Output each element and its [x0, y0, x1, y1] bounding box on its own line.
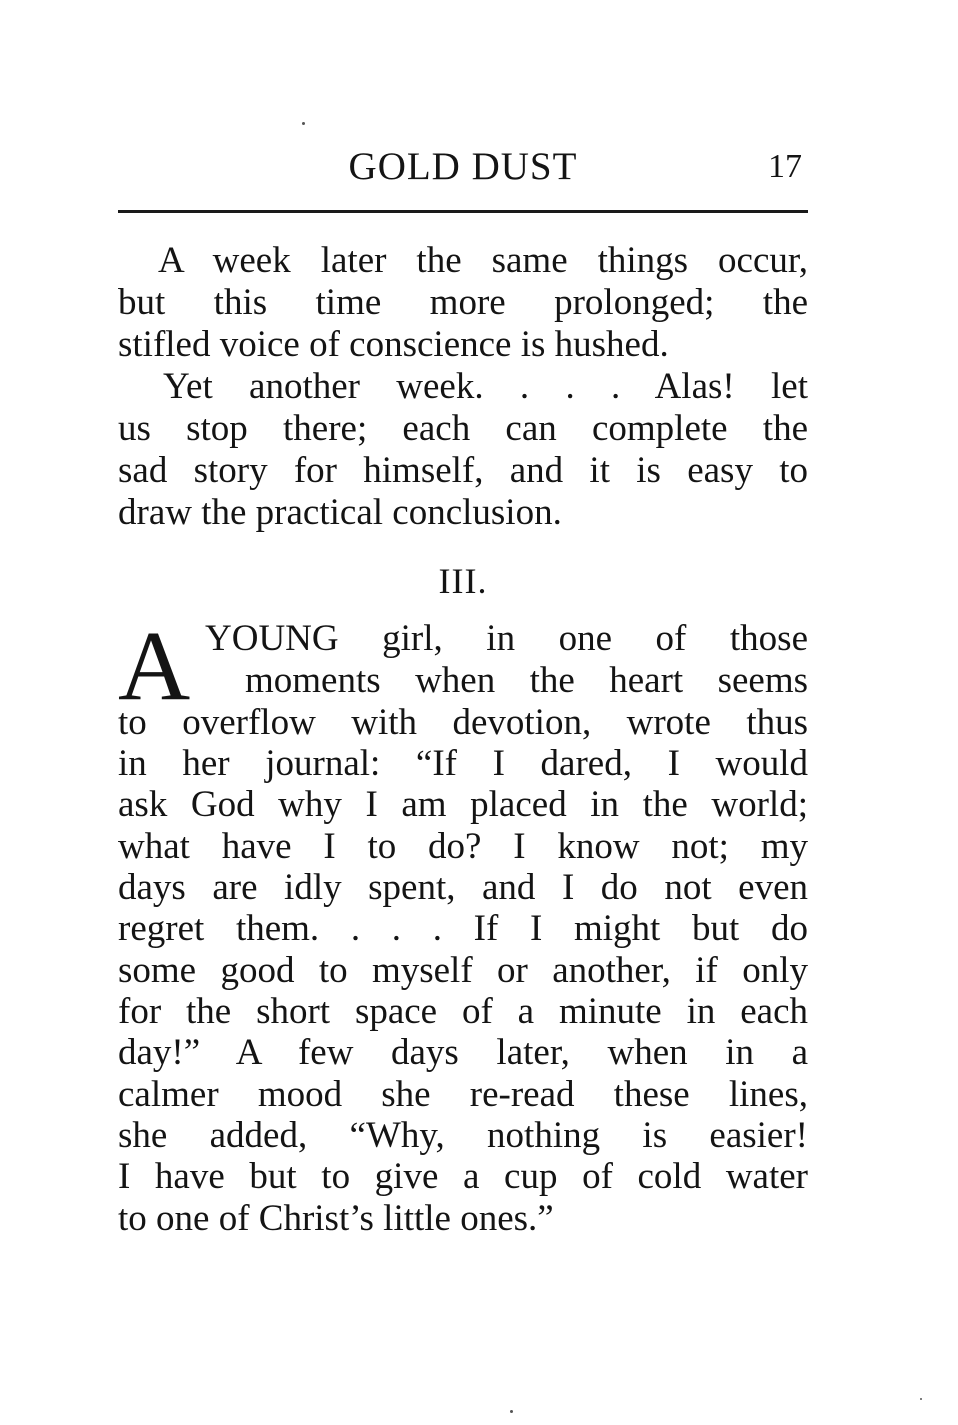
section-line: ask God why I am placed in the world;	[118, 784, 808, 825]
running-title: GOLD DUST	[348, 145, 578, 188]
section-line: she added, “Why, nothing is easier!	[118, 1115, 808, 1156]
scan-speck	[920, 1398, 922, 1400]
paragraph-1-line: stifled voice of conscience is hushed.	[118, 324, 669, 365]
paragraph-1-line: but this time more prolonged; the	[118, 282, 808, 323]
page-number: 17	[768, 148, 802, 185]
section-line: to one of Christ’s little ones.”	[118, 1198, 554, 1239]
paragraph-2-line: Yet another week. . . . Alas! let	[163, 366, 808, 407]
section-line: I have but to give a cup of cold water	[118, 1156, 808, 1197]
section-line: what have I to do? I know not; my	[118, 826, 808, 867]
scan-speck	[510, 1410, 513, 1413]
running-head	[118, 142, 808, 192]
section-line: calmer mood she re-read these lines,	[118, 1074, 808, 1115]
section-line: to overflow with devotion, wrote thus	[118, 702, 808, 743]
section-line: in her journal: “If I dared, I would	[118, 743, 808, 784]
section-line: for the short space of a minute in each	[118, 991, 808, 1032]
paragraph-1-line: A week later the same things occur,	[158, 240, 808, 281]
section-line: moments when the heart seems	[245, 660, 808, 701]
section-heading: III.	[438, 561, 488, 601]
drop-cap-letter: A	[118, 610, 191, 721]
section-line: days are idly spent, and I do not even	[118, 867, 808, 908]
paragraph-2-line: draw the practical conclusion.	[118, 492, 562, 533]
section-line: regret them. . . . If I might but do	[118, 908, 808, 949]
scan-speck	[302, 122, 305, 125]
paragraph-2-line: us stop there; each can complete the	[118, 408, 808, 449]
paragraph-2-line: sad story for himself, and it is easy to	[118, 450, 808, 491]
section-line: YOUNG girl, in one of those	[205, 618, 808, 659]
header-rule	[118, 210, 808, 213]
section-line: some good to myself or another, if only	[118, 950, 808, 991]
section-line: day!” A few days later, when in a	[118, 1032, 808, 1073]
